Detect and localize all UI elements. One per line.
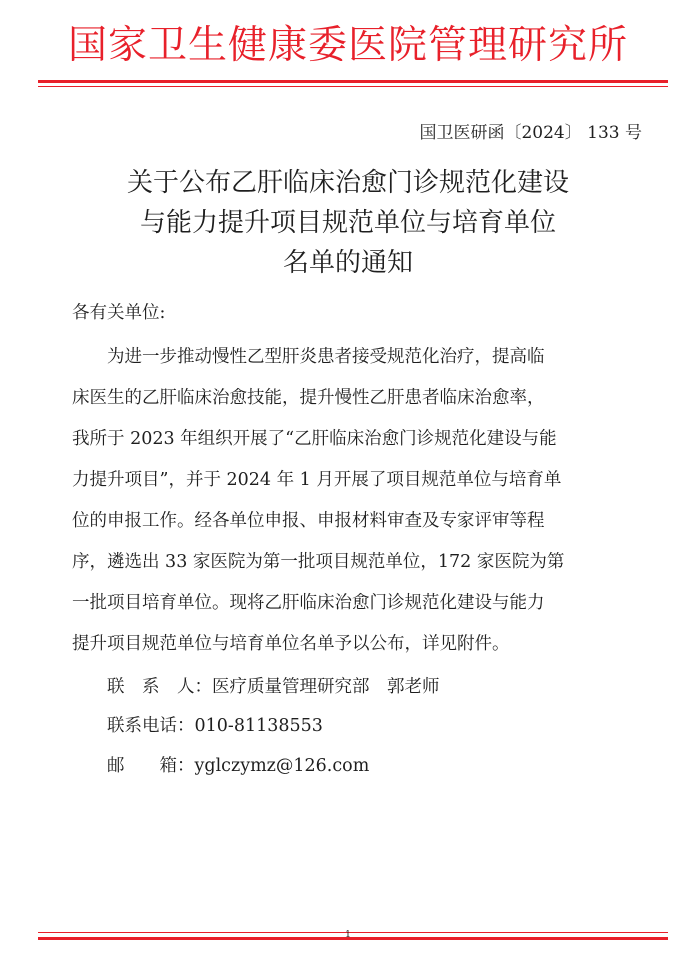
contact-phone: 联系电话：010-81138553: [72, 716, 323, 736]
body-line: 序，遴选出 33 家医院为第一批项目规范单位，172 家医院为第: [72, 552, 565, 572]
document-number: 国卫医研函〔2024〕 133 号: [419, 123, 642, 143]
header-rule-thick: [38, 80, 668, 83]
contact-person: 联 系 人：医疗质量管理研究部 郭老师: [72, 677, 440, 697]
body-line: 一批项目培育单位。现将乙肝临床治愈门诊规范化建设与能力: [72, 593, 545, 613]
title-line-1: 关于公布乙肝临床治愈门诊规范化建设: [126, 168, 569, 198]
letterhead-org-name: 国家卫生健康委医院管理研究所: [67, 23, 628, 68]
body-line: 我所于 2023 年组织开展了“乙肝临床治愈门诊规范化建设与能: [72, 429, 557, 449]
contact-email: 邮 箱：yglczymz@126.com: [72, 756, 370, 776]
page-number: 1: [345, 930, 351, 940]
body-line: 位的申报工作。经各单位申报、申报材料审查及专家评审等程: [72, 511, 545, 531]
header-rule-thin: [38, 86, 668, 87]
title-line-2: 与能力提升项目规范单位与培育单位: [139, 208, 556, 238]
body-line: 床医生的乙肝临床治愈技能，提升慢性乙肝患者临床治愈率，: [72, 388, 545, 408]
title-line-3: 名单的通知: [282, 248, 413, 278]
body-line: 力提升项目”，并于 2024 年 1 月开展了项目规范单位与培育单: [72, 470, 562, 490]
body-line: 提升项目规范单位与培育单位名单予以公布，详见附件。: [72, 634, 510, 654]
body-line: 为进一步推动慢性乙型肝炎患者接受规范化治疗，提高临: [72, 347, 545, 367]
salutation: 各有关单位:: [72, 303, 166, 323]
